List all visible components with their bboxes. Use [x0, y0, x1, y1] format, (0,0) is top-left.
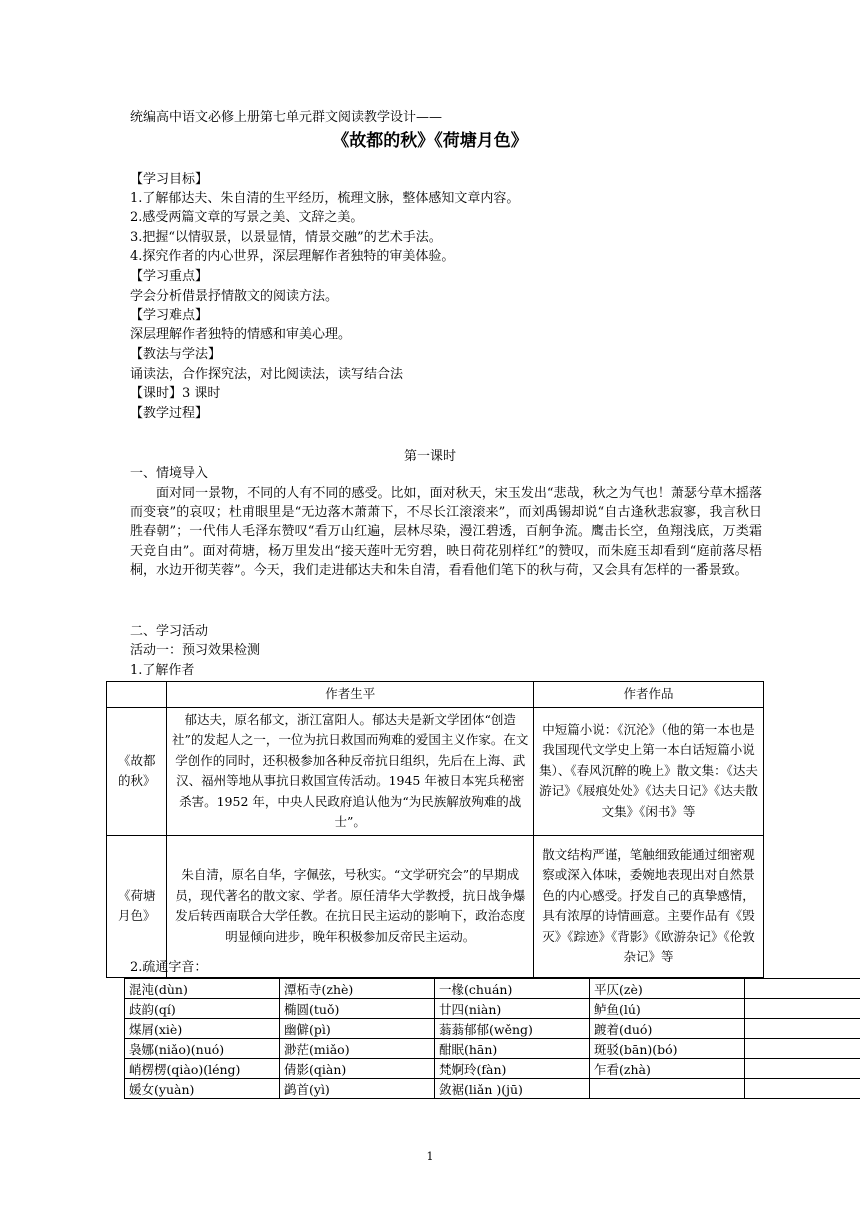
pinyin-cell: 幽僻(pì) — [280, 1019, 435, 1039]
heading-objectives: 【学习目标】 — [130, 172, 209, 187]
pinyin-cell: 渺茫(miǎo) — [280, 1039, 435, 1059]
pinyin-cell: 踱着(duó) — [590, 1019, 745, 1039]
objective-2: 2.感受两篇文章的写景之美、文辞之美。 — [130, 210, 364, 225]
pinyin-cell: 鹢首(yì) — [280, 1079, 435, 1099]
objective-1: 1.了解郁达夫、朱自清的生平经历，梳理文脉，整体感知文章内容。 — [130, 191, 520, 206]
pinyin-cell — [745, 999, 860, 1019]
intro-paragraph: 面对同一景物，不同的人有不同的感受。比如，面对秋天，宋玉发出“悲哉，秋之为气也！萧瑟兮草木摇落而变衰”的哀叹；杜甫眼里是“无边落木萧萧下，不尽长江滚滚来”，而刘禹锡却说“自古逢秋悲寂寥，我言秋日胜春朝”；一代伟人毛泽东赞叹“看万山红遍，层林尽染，漫江碧透，百舸争流。鹰击长空，鱼翔浅底，万类霜天竞自由”。面对荷塘，杨万里发出“接天莲叶无穷碧，映日荷花别样红”的赞叹，而朱庭玉却看到“庭前落尽梧桐，水边开彻芙蓉”。今天，我们走进郁达夫和朱自清，看看他们笔下的秋与荷，又会具有怎样的一番景致。 — [130, 486, 762, 578]
pinyin-cell: 媛女(yuàn) — [125, 1079, 280, 1099]
author-works: 散文结构严谨，笔触细致能通过细密观察或深入体味，委婉地表现出对自然景色的内心感受。抒发自己的真挚感情，具有浓厚的诗情画意。主要作品有《毁灭》《踪迹》《背影》《欧游杂记》《伦敦杂记》等 — [534, 835, 764, 977]
section-heading-activities: 二、学习活动 — [130, 624, 209, 639]
author-works: 中短篇小说：《沉沦》（他的第一本也是我国现代文学史上第一本白话短篇小说集）、《春风沉醉的晚上》散文集：《达夫游记》《屐痕处处》《达夫日记》《达夫散文集》《闲书》等 — [534, 707, 764, 835]
table-row — [125, 1059, 860, 1079]
page-number: 1 — [426, 1150, 434, 1163]
pinyin-cell: 潭柘寺(zhè) — [280, 979, 435, 999]
pinyin-cell: 梵婀玲(fàn) — [435, 1059, 590, 1079]
table-row — [125, 1019, 860, 1039]
pinyin-cell: 混沌(dùn) — [125, 979, 280, 999]
key-points-text: 学会分析借景抒情散文的阅读方法。 — [130, 289, 339, 304]
pinyin-cell: 斑驳(bān)(bó) — [590, 1039, 745, 1059]
pinyin-cell — [745, 1039, 860, 1059]
pinyin-cell: 酣眠(hān) — [435, 1039, 590, 1059]
heading-process: 【教学过程】 — [130, 406, 209, 421]
pinyin-cell: 歧韵(qí) — [125, 999, 280, 1019]
lesson-heading: 第一课时 — [403, 449, 456, 464]
pinyin-cell: 廿四(niàn) — [435, 999, 590, 1019]
pinyin-cell: 鲈鱼(lú) — [590, 999, 745, 1019]
pinyin-cell: 蓊蓊郁郁(wěng) — [435, 1019, 590, 1039]
table-row — [107, 835, 764, 977]
author-table — [106, 681, 764, 978]
pinyin-cell: 椭圆(tuǒ) — [280, 999, 435, 1019]
header-author-life: 作者生平 — [167, 682, 534, 708]
pinyin-cell — [745, 1079, 860, 1099]
heading-key-points: 【学习重点】 — [130, 269, 209, 284]
pinyin-cell: 一椽(chuán) — [435, 979, 590, 999]
methods-text: 诵读法，合作探究法，对比阅读法，读写结合法 — [130, 367, 404, 382]
pinyin-cell: 敛裾(liǎn )(jū) — [435, 1079, 590, 1099]
author-life: 朱自清，原名自华，字佩弦，号秋实。“文学研究会”的早期成员，现代著名的散文家、学者。原任清华大学教授，抗日战争爆发后转西南联合大学任教。在抗日民主运动的影响下，政治态度明显倾向进步，晚年积极参加反帝民主运动。 — [167, 835, 534, 977]
table-row — [125, 1079, 860, 1099]
item-know-authors: 1.了解作者 — [130, 663, 195, 678]
heading-difficulties: 【学习难点】 — [130, 308, 209, 323]
pinyin-cell: 煤屑(xiè) — [125, 1019, 280, 1039]
activity-one: 活动一：预习效果检测 — [130, 643, 261, 658]
row-title: 《故都的秋》 — [107, 707, 167, 835]
author-life: 郁达夫，原名郁文，浙江富阳人。郁达夫是新文学团体“创造社”的发起人之一，一位为抗日救国而殉难的爱国主义作家。在文学创作的同时，还积极参加各种反帝抗日组织，先后在上海、武汉、福州等地从事抗日救国宣传活动。1945 年被日本宪兵秘密杀害。1952 年，中央人民政府追认他为“为民族解放殉难的战士”。 — [167, 707, 534, 835]
pinyin-cell: 袅娜(niǎo)(nuó) — [125, 1039, 280, 1059]
table-row — [125, 999, 860, 1019]
objective-3: 3.把握“以情驭景，以景显情，情景交融”的艺术手法。 — [130, 230, 442, 245]
pinyin-cell: 乍看(zhà) — [590, 1059, 745, 1079]
header-author-works: 作者作品 — [534, 682, 764, 708]
heading-methods: 【教法与学法】 — [130, 347, 222, 362]
document-title: 《故都的秋》《荷塘月色》 — [332, 131, 528, 151]
pinyin-cell: 平仄(zè) — [590, 979, 745, 999]
pinyin-cell — [745, 1019, 860, 1039]
author-table-header — [107, 682, 764, 708]
objective-4: 4.探究作者的内心世界，深层理解作者独特的审美体验。 — [130, 249, 455, 264]
pinyin-cell — [590, 1079, 745, 1099]
pinyin-cell: 峭楞楞(qiào)(léng) — [125, 1059, 280, 1079]
table-row — [125, 1039, 860, 1059]
pinyin-cell — [745, 1059, 860, 1079]
pinyin-cell: 倩影(qiàn) — [280, 1059, 435, 1079]
table-row — [125, 979, 860, 999]
document-pretitle: 统编高中语文必修上册第七单元群文阅读教学设计—— — [130, 110, 443, 125]
pinyin-table — [124, 978, 860, 1099]
header-blank — [107, 682, 167, 708]
pinyin-cell — [745, 979, 860, 999]
row-title: 《荷塘月色》 — [107, 835, 167, 977]
difficulties-text: 深层理解作者独特的情感和审美心理。 — [130, 327, 352, 342]
table-row — [107, 707, 764, 835]
class-hours: 【课时】3 课时 — [130, 386, 221, 401]
section-heading-intro: 一、情境导入 — [130, 466, 209, 481]
item-pronunciation: 2.疏通字音： — [130, 960, 208, 975]
